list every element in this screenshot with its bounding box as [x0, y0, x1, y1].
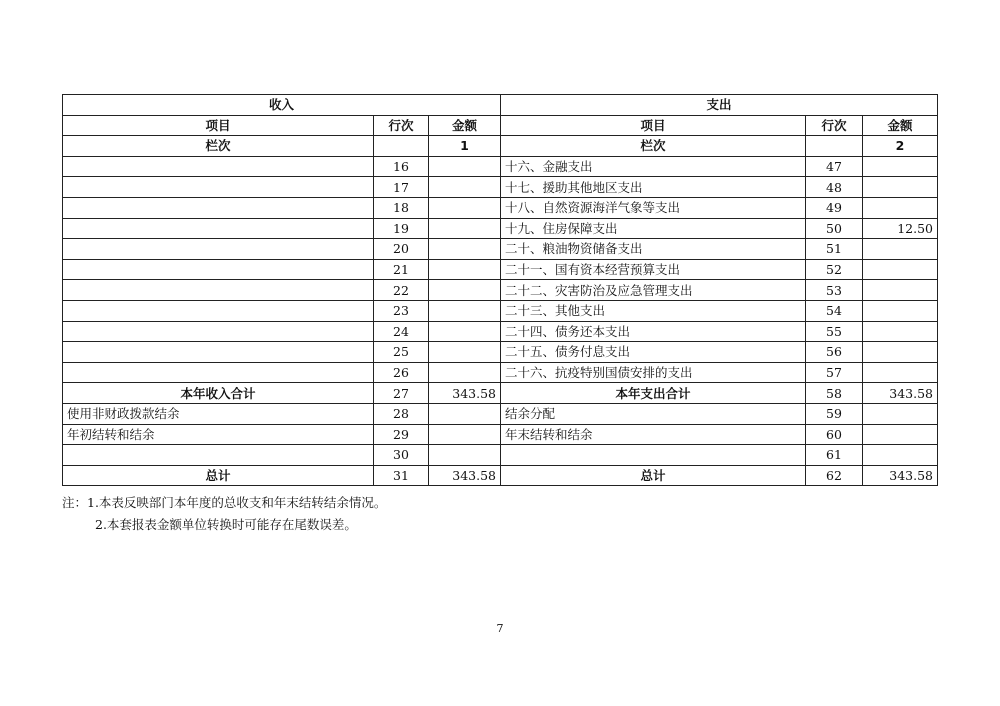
income-line: 17 — [374, 177, 429, 198]
expense-item: 本年支出合计 — [501, 383, 806, 404]
income-amount — [429, 445, 501, 466]
income-item — [63, 156, 374, 177]
expense-item: 二十四、债务还本支出 — [501, 321, 806, 342]
income-col-amount: 金额 — [429, 115, 501, 136]
table-row — [63, 403, 938, 424]
expense-line: 53 — [806, 280, 863, 301]
income-col-line: 行次 — [374, 115, 429, 136]
income-item — [63, 218, 374, 239]
note-2: 2.本套报表金额单位转换时可能存在尾数误差。 — [95, 517, 357, 532]
table-row — [63, 424, 938, 445]
footnotes — [62, 492, 386, 536]
income-line: 16 — [374, 156, 429, 177]
table-row — [63, 300, 938, 321]
income-item — [63, 197, 374, 218]
expense-amount — [863, 300, 938, 321]
income-item — [63, 300, 374, 321]
expense-line: 59 — [806, 403, 863, 424]
table-row — [63, 321, 938, 342]
income-amount — [429, 424, 501, 445]
income-line: 30 — [374, 445, 429, 466]
expense-amount — [863, 177, 938, 198]
income-item — [63, 445, 374, 466]
table-row — [63, 239, 938, 260]
income-amount — [429, 239, 501, 260]
income-amount — [429, 300, 501, 321]
expense-amount — [863, 280, 938, 301]
income-amount — [429, 403, 501, 424]
header-row-columns — [63, 115, 938, 136]
expense-item: 二十三、其他支出 — [501, 300, 806, 321]
income-section-header: 收入 — [63, 95, 501, 116]
expense-amount — [863, 403, 938, 424]
expense-col-number: 2 — [863, 136, 938, 157]
table-row — [63, 280, 938, 301]
table-row — [63, 259, 938, 280]
expense-line: 54 — [806, 300, 863, 321]
expense-item: 结余分配 — [501, 403, 806, 424]
expense-lanci-line — [806, 136, 863, 157]
expense-amount — [863, 239, 938, 260]
expense-item: 二十五、债务付息支出 — [501, 342, 806, 363]
income-line: 20 — [374, 239, 429, 260]
income-amount — [429, 342, 501, 363]
income-item: 使用非财政拨款结余 — [63, 403, 374, 424]
expense-amount: 12.50 — [863, 218, 938, 239]
income-item — [63, 342, 374, 363]
expense-line: 51 — [806, 239, 863, 260]
table-row — [63, 342, 938, 363]
income-line: 25 — [374, 342, 429, 363]
income-line: 31 — [374, 465, 429, 486]
income-line: 24 — [374, 321, 429, 342]
income-amount — [429, 362, 501, 383]
income-item: 年初结转和结余 — [63, 424, 374, 445]
table-row — [63, 177, 938, 198]
expense-item: 十八、自然资源海洋气象等支出 — [501, 197, 806, 218]
expense-amount — [863, 424, 938, 445]
expense-col-line: 行次 — [806, 115, 863, 136]
expense-line: 50 — [806, 218, 863, 239]
expense-line: 48 — [806, 177, 863, 198]
table-row — [63, 156, 938, 177]
income-item — [63, 239, 374, 260]
income-amount — [429, 156, 501, 177]
income-amount — [429, 197, 501, 218]
income-line: 29 — [374, 424, 429, 445]
income-line: 28 — [374, 403, 429, 424]
income-amount — [429, 280, 501, 301]
expense-amount — [863, 362, 938, 383]
expense-lanci-label: 栏次 — [501, 136, 806, 157]
expense-line: 61 — [806, 445, 863, 466]
expense-line: 49 — [806, 197, 863, 218]
expense-line: 47 — [806, 156, 863, 177]
income-item — [63, 280, 374, 301]
expense-item: 总计 — [501, 465, 806, 486]
table-row — [63, 362, 938, 383]
expense-amount — [863, 156, 938, 177]
income-item: 总计 — [63, 465, 374, 486]
expense-line: 52 — [806, 259, 863, 280]
expense-line: 58 — [806, 383, 863, 404]
expense-amount — [863, 342, 938, 363]
expense-item — [501, 445, 806, 466]
budget-table — [62, 94, 938, 486]
expense-line: 62 — [806, 465, 863, 486]
income-lanci-label: 栏次 — [63, 136, 374, 157]
income-line: 23 — [374, 300, 429, 321]
expense-line: 55 — [806, 321, 863, 342]
expense-item: 十九、住房保障支出 — [501, 218, 806, 239]
income-amount — [429, 321, 501, 342]
expense-amount — [863, 259, 938, 280]
expense-amount — [863, 321, 938, 342]
income-item — [63, 259, 374, 280]
table-row — [63, 445, 938, 466]
income-amount — [429, 177, 501, 198]
expense-amount — [863, 445, 938, 466]
income-line: 26 — [374, 362, 429, 383]
income-item: 本年收入合计 — [63, 383, 374, 404]
income-amount: 343.58 — [429, 383, 501, 404]
expense-amount: 343.58 — [863, 465, 938, 486]
income-item — [63, 177, 374, 198]
expense-line: 60 — [806, 424, 863, 445]
income-line: 27 — [374, 383, 429, 404]
expense-item: 二十六、抗疫特别国债安排的支出 — [501, 362, 806, 383]
income-col-number: 1 — [429, 136, 501, 157]
expense-item: 二十二、灾害防治及应急管理支出 — [501, 280, 806, 301]
table-row — [63, 218, 938, 239]
expense-col-item: 项目 — [501, 115, 806, 136]
expense-item: 年末结转和结余 — [501, 424, 806, 445]
expense-item: 十七、援助其他地区支出 — [501, 177, 806, 198]
expense-amount — [863, 197, 938, 218]
header-row-sections — [63, 95, 938, 116]
table-row — [63, 197, 938, 218]
income-line: 18 — [374, 197, 429, 218]
expense-item: 十六、金融支出 — [501, 156, 806, 177]
expense-amount: 343.58 — [863, 383, 938, 404]
income-item — [63, 362, 374, 383]
income-line: 19 — [374, 218, 429, 239]
expense-section-header: 支出 — [501, 95, 938, 116]
income-line: 21 — [374, 259, 429, 280]
income-item — [63, 321, 374, 342]
income-lanci-line — [374, 136, 429, 157]
note-1: 注：1.本表反映部门本年度的总收支和年末结转结余情况。 — [62, 495, 387, 510]
table-row — [63, 465, 938, 486]
header-row-lanci — [63, 136, 938, 157]
expense-line: 57 — [806, 362, 863, 383]
income-col-item: 项目 — [63, 115, 374, 136]
expense-item: 二十一、国有资本经营预算支出 — [501, 259, 806, 280]
income-amount: 343.58 — [429, 465, 501, 486]
income-line: 22 — [374, 280, 429, 301]
page-number: 7 — [496, 622, 504, 635]
expense-item: 二十、粮油物资储备支出 — [501, 239, 806, 260]
income-amount — [429, 259, 501, 280]
expense-col-amount: 金额 — [863, 115, 938, 136]
income-amount — [429, 218, 501, 239]
table-row — [63, 383, 938, 404]
expense-line: 56 — [806, 342, 863, 363]
